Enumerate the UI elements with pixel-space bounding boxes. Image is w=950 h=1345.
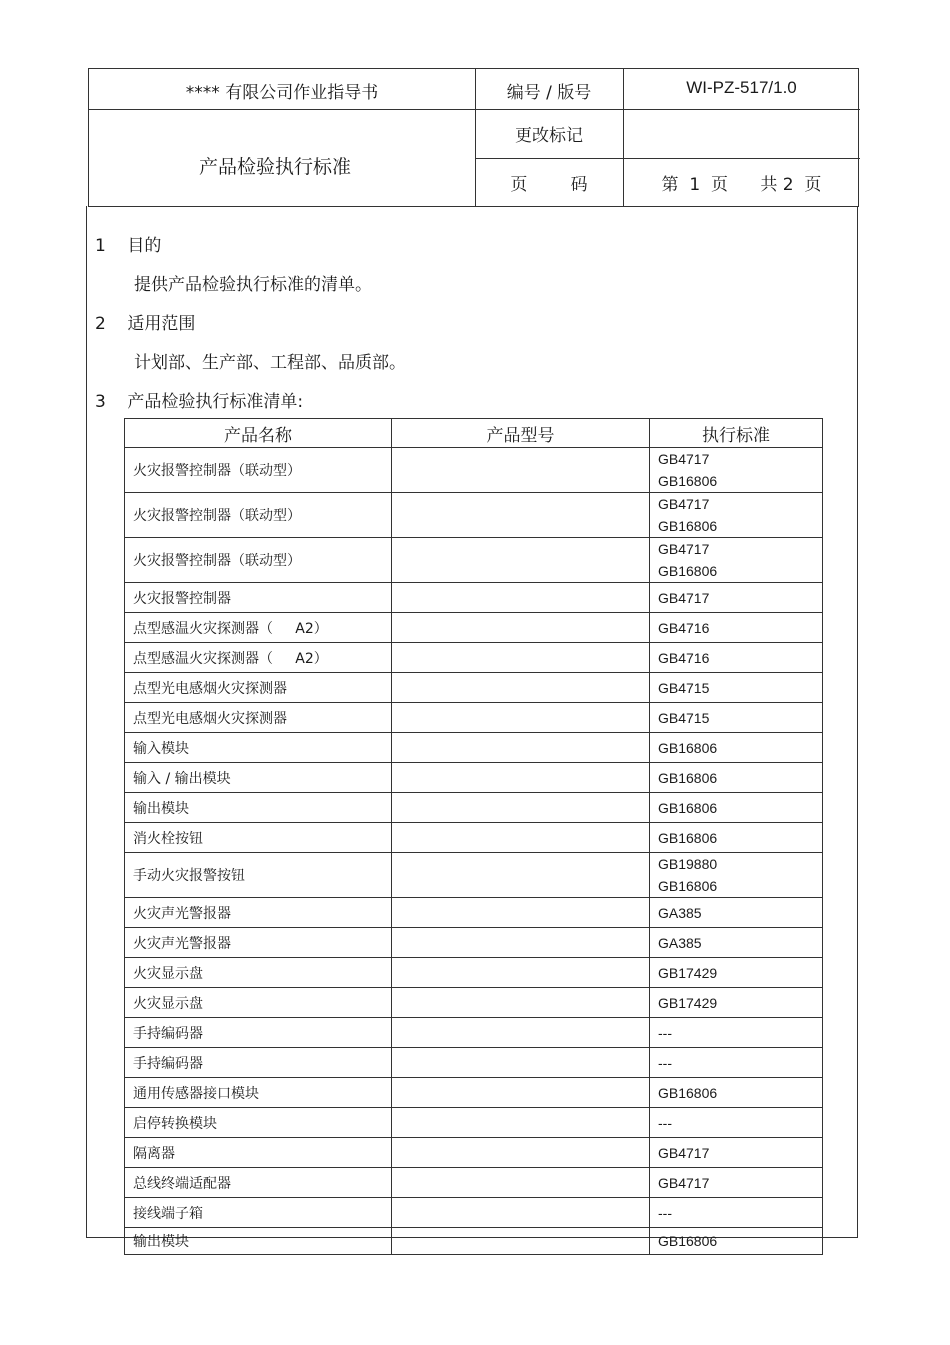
table-row	[125, 733, 823, 763]
standard-cell	[650, 853, 823, 898]
table-row	[125, 988, 823, 1018]
product-name-cell: 启停转换模块	[125, 1108, 392, 1138]
table-row	[125, 583, 823, 613]
product-model-cell	[392, 763, 650, 793]
table-row	[125, 853, 823, 898]
standard-code: GB4715	[658, 709, 710, 726]
product-name-cell: 火灾显示盘	[125, 958, 392, 988]
standard-cell	[650, 493, 823, 538]
doc-title: 产品检验执行标准	[198, 156, 351, 178]
standard-code: GA385	[658, 934, 702, 951]
product-model-cell	[392, 493, 650, 538]
standard-cell	[650, 1228, 823, 1255]
product-model-cell	[392, 928, 650, 958]
table-row	[125, 493, 823, 538]
standard-cell	[650, 643, 823, 673]
product-model-cell	[392, 1108, 650, 1138]
section-1-body: 提供产品检验执行标准的清单。	[134, 275, 372, 295]
change-label: 更改标记	[515, 126, 583, 146]
standard-cell	[650, 538, 823, 583]
standard-code: GB19880	[658, 856, 718, 872]
product-name-cell: 输出模块	[125, 793, 392, 823]
product-model-cell	[392, 733, 650, 763]
standard-code: GB16806	[658, 563, 718, 579]
column-header-name: 产品名称	[125, 419, 392, 448]
product-model-cell	[392, 1198, 650, 1228]
table-row	[125, 823, 823, 853]
table-header-row	[125, 419, 823, 448]
standard-code: ---	[658, 1204, 672, 1221]
standard-code: GB16806	[658, 878, 718, 894]
product-standards-table	[124, 418, 823, 1255]
product-name-cell: 输入 / 输出模块	[125, 763, 392, 793]
company-title: **** 有限公司作业指导书	[185, 83, 379, 103]
standard-code: GB4717	[658, 589, 710, 606]
table-row	[125, 763, 823, 793]
product-name-cell: 火灾报警控制器	[125, 583, 392, 613]
table-row	[125, 898, 823, 928]
product-model-cell	[392, 898, 650, 928]
standard-code: ---	[658, 1054, 672, 1071]
product-name-cell: 接线端子箱	[125, 1198, 392, 1228]
product-model-cell	[392, 793, 650, 823]
table-row	[125, 1018, 823, 1048]
standard-cell	[650, 928, 823, 958]
standard-cell	[650, 583, 823, 613]
standard-code: GB4717	[658, 496, 710, 512]
standard-code: ---	[658, 1024, 672, 1041]
table-row	[125, 448, 823, 493]
product-name-cell: 点型感温火灾探测器（ A2）	[125, 613, 392, 643]
standard-code: GB16806	[658, 473, 718, 489]
standard-code: GB16806	[658, 1233, 718, 1249]
standard-cell	[650, 898, 823, 928]
product-name-cell: 点型光电感烟火灾探测器	[125, 703, 392, 733]
standard-cell	[650, 733, 823, 763]
standard-code: GB4717	[658, 541, 710, 557]
standard-cell	[650, 1018, 823, 1048]
standard-code: GB16806	[658, 1084, 718, 1101]
product-name-cell: 通用传感器接口模块	[125, 1078, 392, 1108]
section-2-heading: 2 适用范围	[95, 314, 196, 334]
product-name-cell: 手动火灾报警按钮	[125, 853, 392, 898]
table-row	[125, 703, 823, 733]
product-name-cell: 手持编码器	[125, 1018, 392, 1048]
product-name-cell: 输入模块	[125, 733, 392, 763]
standard-code: GB17429	[658, 994, 718, 1011]
product-name-cell: 火灾声光警报器	[125, 928, 392, 958]
page-value: 第 1 页 共 2 页	[661, 175, 822, 195]
standard-code: GB4716	[658, 619, 710, 636]
standard-cell	[650, 1048, 823, 1078]
standard-code: GB4717	[658, 1174, 710, 1191]
product-model-cell	[392, 1048, 650, 1078]
standard-cell	[650, 1138, 823, 1168]
code-value: WI-PZ-517/1.0	[686, 78, 797, 97]
product-model-cell	[392, 958, 650, 988]
product-model-cell	[392, 613, 650, 643]
standard-code: GA385	[658, 904, 702, 921]
standard-code: GB4717	[658, 451, 710, 467]
table-row	[125, 1198, 823, 1228]
product-name-cell: 火灾显示盘	[125, 988, 392, 1018]
product-model-cell	[392, 823, 650, 853]
standard-cell	[650, 613, 823, 643]
product-name-cell: 输出模块	[125, 1228, 392, 1255]
standard-code: ---	[658, 1114, 672, 1131]
page-label: 页 码	[510, 175, 588, 195]
table-row	[125, 613, 823, 643]
standard-cell	[650, 1168, 823, 1198]
table-row	[125, 1228, 823, 1255]
standard-cell	[650, 673, 823, 703]
standard-cell	[650, 1078, 823, 1108]
table-row	[125, 928, 823, 958]
product-name-cell: 点型感温火灾探测器（ A2）	[125, 643, 392, 673]
standard-cell	[650, 448, 823, 493]
table-row	[125, 1138, 823, 1168]
standard-code: GB16806	[658, 799, 718, 816]
standard-cell	[650, 823, 823, 853]
product-model-cell	[392, 1138, 650, 1168]
standard-code: GB16806	[658, 518, 718, 534]
section-3-heading: 3 产品检验执行标准清单:	[95, 392, 304, 412]
standard-code: GB4717	[658, 1144, 710, 1161]
standard-cell	[650, 958, 823, 988]
standard-cell	[650, 703, 823, 733]
table-row	[125, 1168, 823, 1198]
section-2-body: 计划部、生产部、工程部、品质部。	[134, 353, 406, 373]
product-name-cell: 总线终端适配器	[125, 1168, 392, 1198]
table-row	[125, 1048, 823, 1078]
product-model-cell	[392, 1018, 650, 1048]
table-row	[125, 793, 823, 823]
table-row	[125, 538, 823, 583]
standard-cell	[650, 1198, 823, 1228]
column-header-standard: 执行标准	[650, 419, 823, 448]
header-divider	[475, 158, 860, 159]
product-model-cell	[392, 703, 650, 733]
table-row	[125, 643, 823, 673]
product-name-cell: 消火栓按钮	[125, 823, 392, 853]
header-divider	[89, 109, 860, 110]
product-model-cell	[392, 643, 650, 673]
product-model-cell	[392, 538, 650, 583]
product-model-cell	[392, 988, 650, 1018]
standard-cell	[650, 763, 823, 793]
product-model-cell	[392, 853, 650, 898]
product-model-cell	[392, 1078, 650, 1108]
document-header	[88, 68, 859, 207]
standard-code: GB16806	[658, 769, 718, 786]
table-row	[125, 1108, 823, 1138]
table-body	[125, 448, 823, 1255]
product-name-cell: 火灾报警控制器（联动型）	[125, 493, 392, 538]
product-model-cell	[392, 1228, 650, 1255]
column-header-model: 产品型号	[392, 419, 650, 448]
product-model-cell	[392, 583, 650, 613]
product-name-cell: 火灾报警控制器（联动型）	[125, 538, 392, 583]
product-model-cell	[392, 1168, 650, 1198]
standard-cell	[650, 988, 823, 1018]
product-name-cell: 点型光电感烟火灾探测器	[125, 673, 392, 703]
code-label: 编号 / 版号	[506, 83, 592, 103]
standard-code: GB4716	[658, 649, 710, 666]
standard-code: GB17429	[658, 964, 718, 981]
product-model-cell	[392, 448, 650, 493]
standard-code: GB16806	[658, 829, 718, 846]
table-row	[125, 958, 823, 988]
table-row	[125, 673, 823, 703]
section-1-heading: 1 目的	[95, 236, 162, 256]
standard-code: GB16806	[658, 739, 718, 756]
standard-cell	[650, 793, 823, 823]
product-name-cell: 火灾报警控制器（联动型）	[125, 448, 392, 493]
product-model-cell	[392, 673, 650, 703]
product-name-cell: 手持编码器	[125, 1048, 392, 1078]
product-name-cell: 火灾声光警报器	[125, 898, 392, 928]
table-row	[125, 1078, 823, 1108]
standard-cell	[650, 1108, 823, 1138]
standard-code: GB4715	[658, 679, 710, 696]
product-name-cell: 隔离器	[125, 1138, 392, 1168]
